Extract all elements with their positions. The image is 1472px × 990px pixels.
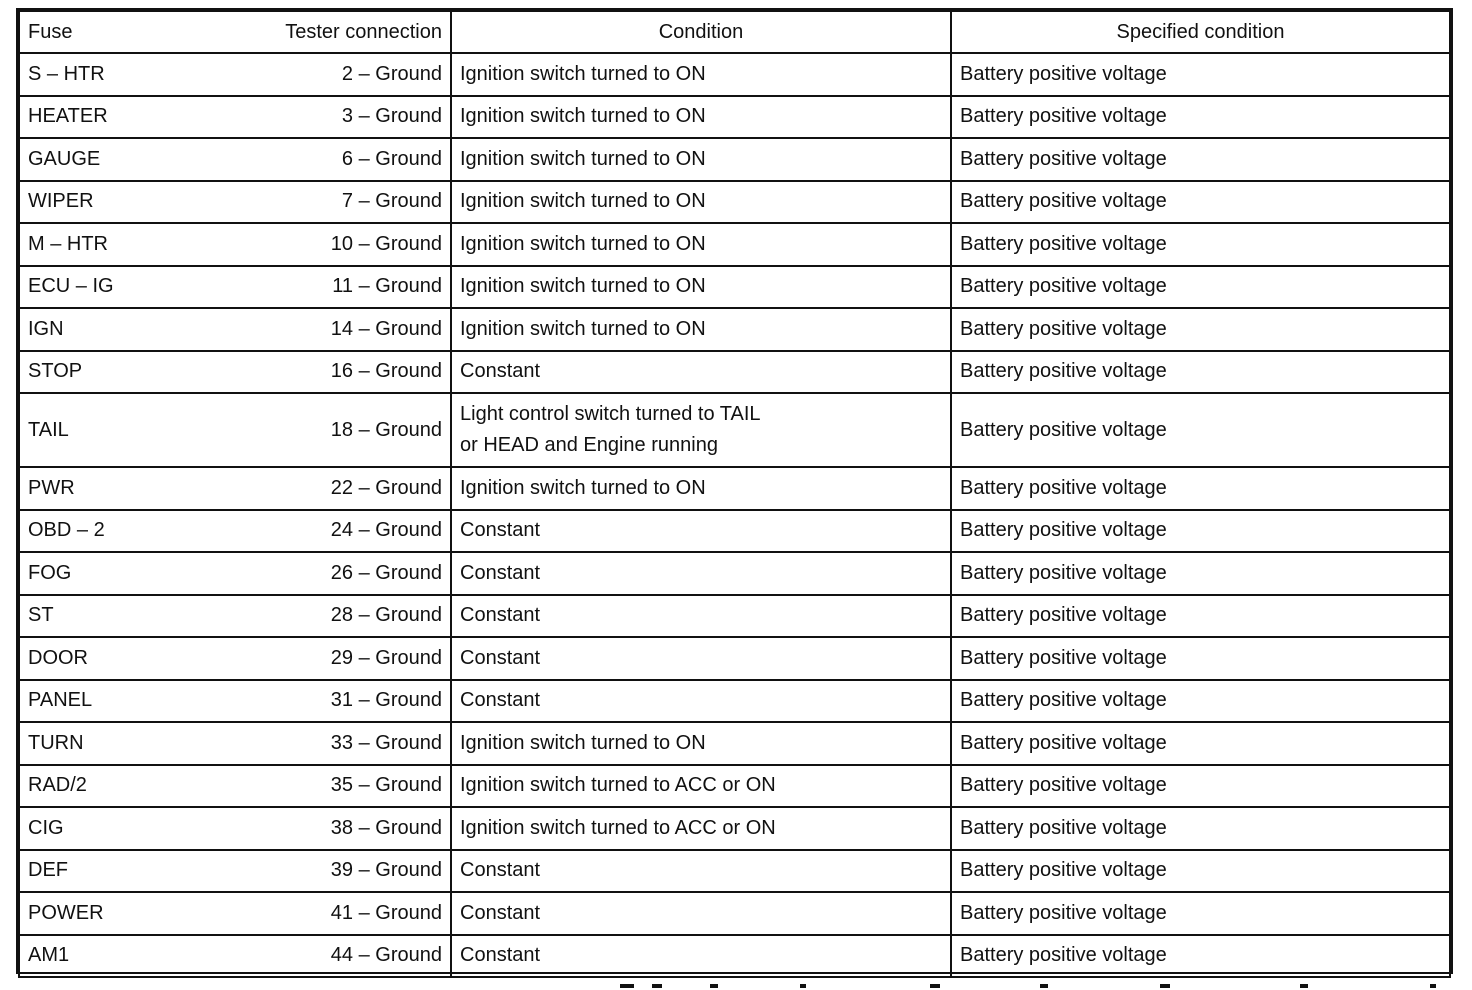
specified-condition-cell: Battery positive voltage <box>951 96 1450 139</box>
fuse-cell <box>19 351 451 394</box>
fuse-cell <box>19 850 451 893</box>
table-row <box>19 552 1450 595</box>
specified-condition-cell: Battery positive voltage <box>951 266 1450 309</box>
table-row <box>19 138 1450 181</box>
fuse-cell <box>19 181 451 224</box>
tester-connection: 31 – Ground <box>330 689 442 712</box>
tester-connection: 28 – Ground <box>330 604 442 627</box>
condition-cell <box>451 467 951 510</box>
tester-connection: 3 – Ground <box>341 105 442 128</box>
table-row <box>19 96 1450 139</box>
fuse-name: M – HTR <box>28 232 108 255</box>
condition-cell <box>451 552 951 595</box>
condition-text: Ignition switch turned to ACC or ON <box>460 816 776 839</box>
tester-connection: 41 – Ground <box>330 901 442 924</box>
condition-cell <box>451 595 951 638</box>
fuse-name: FOG <box>28 561 72 584</box>
condition-text: Constant <box>460 604 541 627</box>
fuse-name: TAIL <box>28 418 69 441</box>
condition-cell <box>451 807 951 850</box>
condition-text: Constant <box>460 519 541 542</box>
specified-condition-cell: Battery positive voltage <box>951 181 1450 224</box>
table-row <box>19 53 1450 96</box>
tester-connection: 24 – Ground <box>330 519 442 542</box>
header-fuse-tester <box>19 11 451 53</box>
condition-cell <box>451 181 951 224</box>
fuse-cell <box>19 722 451 765</box>
table-row <box>19 351 1450 394</box>
fuse-name: POWER <box>28 901 104 924</box>
fuse-name: PANEL <box>28 689 93 712</box>
specified-condition-cell: Battery positive voltage <box>951 308 1450 351</box>
table-row <box>19 595 1450 638</box>
table-row <box>19 181 1450 224</box>
fuse-cell <box>19 637 451 680</box>
table-row <box>19 223 1450 266</box>
fuse-name: CIG <box>28 816 64 839</box>
fuse-cell <box>19 308 451 351</box>
fuse-name: S – HTR <box>28 62 105 85</box>
tester-connection: 39 – Ground <box>330 859 442 882</box>
table-row <box>19 637 1450 680</box>
fuse-name: RAD/2 <box>28 774 87 797</box>
table-row <box>19 266 1450 309</box>
fuse-cell <box>19 892 451 935</box>
condition-text: Ignition switch turned to ON <box>460 275 706 298</box>
table-row <box>19 892 1450 935</box>
condition-cell <box>451 223 951 266</box>
specified-condition-cell: Battery positive voltage <box>951 765 1450 808</box>
condition-cell <box>451 266 951 309</box>
condition-text: Ignition switch turned to ON <box>460 317 706 340</box>
condition-text: Ignition switch turned to ON <box>460 62 706 85</box>
fuse-cell <box>19 935 451 978</box>
fuse-cell <box>19 765 451 808</box>
table-header-row <box>19 11 1450 53</box>
condition-cell <box>451 393 951 467</box>
table-row <box>19 807 1450 850</box>
cropped-footer-line <box>600 978 1460 990</box>
table-row <box>19 308 1450 351</box>
header-fuse: Fuse <box>28 20 73 43</box>
specified-condition-cell: Battery positive voltage <box>951 393 1450 467</box>
header-condition: Condition <box>451 11 951 53</box>
condition-cell <box>451 53 951 96</box>
table-row <box>19 467 1450 510</box>
specified-condition-cell: Battery positive voltage <box>951 351 1450 394</box>
condition-cell <box>451 138 951 181</box>
table-row <box>19 680 1450 723</box>
condition-cell <box>451 892 951 935</box>
condition-cell <box>451 510 951 553</box>
specified-condition-cell: Battery positive voltage <box>951 850 1450 893</box>
condition-text: Ignition switch turned to ON <box>460 105 706 128</box>
fuse-cell <box>19 393 451 467</box>
condition-cell <box>451 850 951 893</box>
specified-condition-cell: Battery positive voltage <box>951 138 1450 181</box>
table-row <box>19 510 1450 553</box>
fuse-cell <box>19 680 451 723</box>
tester-connection: 33 – Ground <box>330 731 442 754</box>
condition-text: Constant <box>460 859 541 882</box>
fuse-cell <box>19 467 451 510</box>
tester-connection: 35 – Ground <box>330 774 442 797</box>
condition-text: Ignition switch turned to ON <box>460 476 706 499</box>
tester-connection: 11 – Ground <box>332 275 442 298</box>
fuse-cell <box>19 96 451 139</box>
specified-condition-cell: Battery positive voltage <box>951 53 1450 96</box>
table-row <box>19 722 1450 765</box>
fuse-cell <box>19 510 451 553</box>
specified-condition-cell: Battery positive voltage <box>951 467 1450 510</box>
fuse-name: STOP <box>28 360 83 383</box>
table-body <box>19 53 1450 977</box>
specified-condition-cell: Battery positive voltage <box>951 510 1450 553</box>
condition-text: Constant <box>460 360 541 383</box>
specified-condition-cell: Battery positive voltage <box>951 552 1450 595</box>
condition-text: Ignition switch turned to ON <box>460 731 706 754</box>
condition-cell <box>451 765 951 808</box>
fuse-cell <box>19 266 451 309</box>
header-specified-condition: Specified condition <box>951 11 1450 53</box>
fuse-name: WIPER <box>28 190 94 213</box>
fuse-name: AM1 <box>28 944 70 967</box>
tester-connection: 44 – Ground <box>330 944 442 967</box>
table-row <box>19 393 1450 467</box>
condition-text: Constant <box>460 944 541 967</box>
condition-text: Light control switch turned to TAIL <box>460 403 761 425</box>
specified-condition-cell: Battery positive voltage <box>951 892 1450 935</box>
specified-condition-cell: Battery positive voltage <box>951 595 1450 638</box>
tester-connection: 38 – Ground <box>330 816 442 839</box>
fuse-name: IGN <box>28 317 64 340</box>
condition-text: Constant <box>460 901 541 924</box>
specified-condition-cell: Battery positive voltage <box>951 223 1450 266</box>
condition-text: Ignition switch turned to ON <box>460 190 706 213</box>
condition-text: Ignition switch turned to ACC or ON <box>460 774 776 797</box>
tester-connection: 2 – Ground <box>341 62 442 85</box>
condition-cell <box>451 935 951 978</box>
fuse-name: PWR <box>28 476 75 499</box>
fuse-cell <box>19 138 451 181</box>
condition-text: Constant <box>460 689 541 712</box>
fuse-inspection-table-frame <box>16 8 1453 974</box>
fuse-name: DOOR <box>28 646 88 669</box>
condition-cell <box>451 351 951 394</box>
fuse-cell <box>19 807 451 850</box>
fuse-name: HEATER <box>28 105 108 128</box>
specified-condition-cell: Battery positive voltage <box>951 807 1450 850</box>
specified-condition-cell: Battery positive voltage <box>951 935 1450 978</box>
tester-connection: 6 – Ground <box>341 147 442 170</box>
tester-connection: 22 – Ground <box>330 476 442 499</box>
table-row <box>19 850 1450 893</box>
fuse-name: TURN <box>28 731 84 754</box>
specified-condition-cell: Battery positive voltage <box>951 722 1450 765</box>
fuse-name: GAUGE <box>28 147 101 170</box>
condition-cell <box>451 722 951 765</box>
tester-connection: 14 – Ground <box>330 317 442 340</box>
fuse-cell <box>19 595 451 638</box>
tester-connection: 10 – Ground <box>330 232 442 255</box>
specified-condition-cell: Battery positive voltage <box>951 637 1450 680</box>
tester-connection: 26 – Ground <box>330 561 442 584</box>
condition-cell <box>451 680 951 723</box>
condition-text-line2: or HEAD and Engine running <box>460 434 718 456</box>
condition-text: Ignition switch turned to ON <box>460 147 706 170</box>
fuse-name: DEF <box>28 859 68 882</box>
condition-text: Constant <box>460 646 541 669</box>
condition-cell <box>451 308 951 351</box>
tester-connection: 7 – Ground <box>341 190 442 213</box>
fuse-cell <box>19 552 451 595</box>
condition-text: Ignition switch turned to ON <box>460 232 706 255</box>
table-row <box>19 765 1450 808</box>
header-tester-connection: Tester connection <box>285 20 442 43</box>
condition-cell <box>451 637 951 680</box>
condition-cell <box>451 96 951 139</box>
tester-connection: 18 – Ground <box>330 418 442 441</box>
fuse-cell <box>19 53 451 96</box>
tester-connection: 29 – Ground <box>330 646 442 669</box>
tester-connection: 16 – Ground <box>330 360 442 383</box>
table-row <box>19 935 1450 978</box>
condition-text: Constant <box>460 561 541 584</box>
specified-condition-cell: Battery positive voltage <box>951 680 1450 723</box>
fuse-name: ST <box>28 604 54 627</box>
fuse-name: OBD – 2 <box>28 519 105 542</box>
fuse-name: ECU – IG <box>28 275 114 298</box>
fuse-inspection-table <box>18 10 1451 978</box>
fuse-cell <box>19 223 451 266</box>
